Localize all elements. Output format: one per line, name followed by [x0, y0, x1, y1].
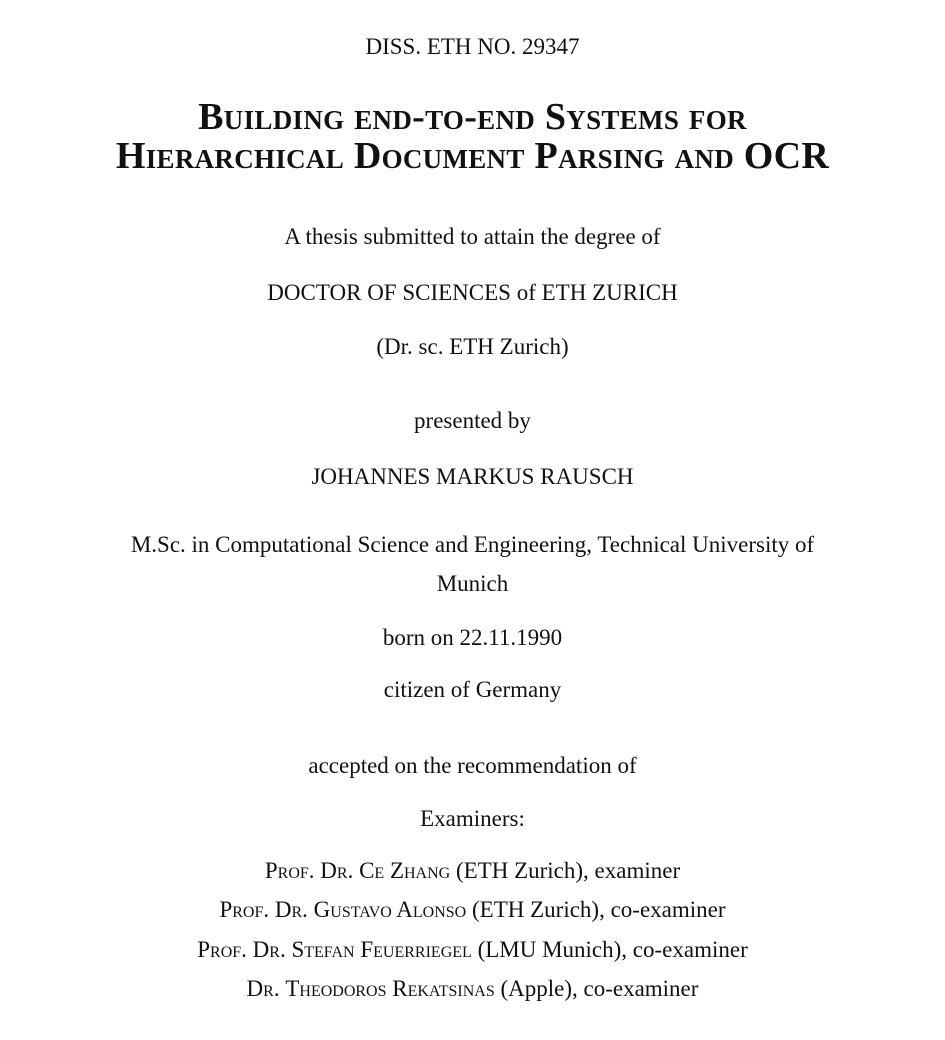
author-name: JOHANNES MARKUS RAUSCH — [311, 464, 634, 489]
examiner-entry — [0, 975, 945, 1003]
recommendation-intro: accepted on the recommendation of — [308, 753, 637, 778]
examiner-title: Prof. Dr. — [197, 937, 286, 962]
author-qualification-line-2: Munich — [436, 571, 509, 596]
examiner-affiliation-role: (ETH Zurich), co-examiner — [466, 897, 726, 922]
author-citizenship: citizen of Germany — [383, 677, 562, 702]
submission-intro: A thesis submitted to attain the degree of — [284, 224, 661, 249]
examiner-entry — [0, 857, 945, 885]
examiner-affiliation-role: (LMU Munich), co-examiner — [471, 937, 748, 962]
examiner-title: Dr. — [246, 976, 280, 1001]
examiner-entry — [0, 896, 945, 924]
degree-name: DOCTOR OF SCIENCES of ETH ZURICH — [267, 280, 678, 305]
thesis-title-line-2: Hierarchical Document Parsing and OCR — [115, 135, 830, 177]
degree-abbreviation: (Dr. sc. ETH Zurich) — [376, 334, 569, 359]
presented-by: presented by — [414, 408, 531, 433]
examiner-title: Prof. Dr. — [219, 897, 308, 922]
examiner-affiliation-role: (ETH Zurich), examiner — [450, 858, 681, 883]
examiner-name: Theodoros Rekatsinas — [285, 976, 495, 1001]
author-birth-date: born on 22.11.1990 — [382, 625, 563, 650]
examiner-entry — [0, 936, 945, 964]
author-qualification-line-1: M.Sc. in Computational Science and Engineering, Technical University of — [130, 532, 815, 557]
diss-number: DISS. ETH NO. 29347 — [365, 34, 580, 59]
thesis-title-line-1: Building end-to-end Systems for — [198, 96, 747, 138]
examiners-label: Examiners: — [420, 806, 525, 831]
examiner-name: Ce Zhang — [359, 858, 451, 883]
examiner-affiliation-role: (Apple), co-examiner — [494, 976, 699, 1001]
examiner-title: Prof. Dr. — [264, 858, 354, 883]
examiner-name: Gustavo Alonso — [313, 897, 467, 922]
examiner-name: Stefan Feuerriegel — [291, 937, 472, 962]
